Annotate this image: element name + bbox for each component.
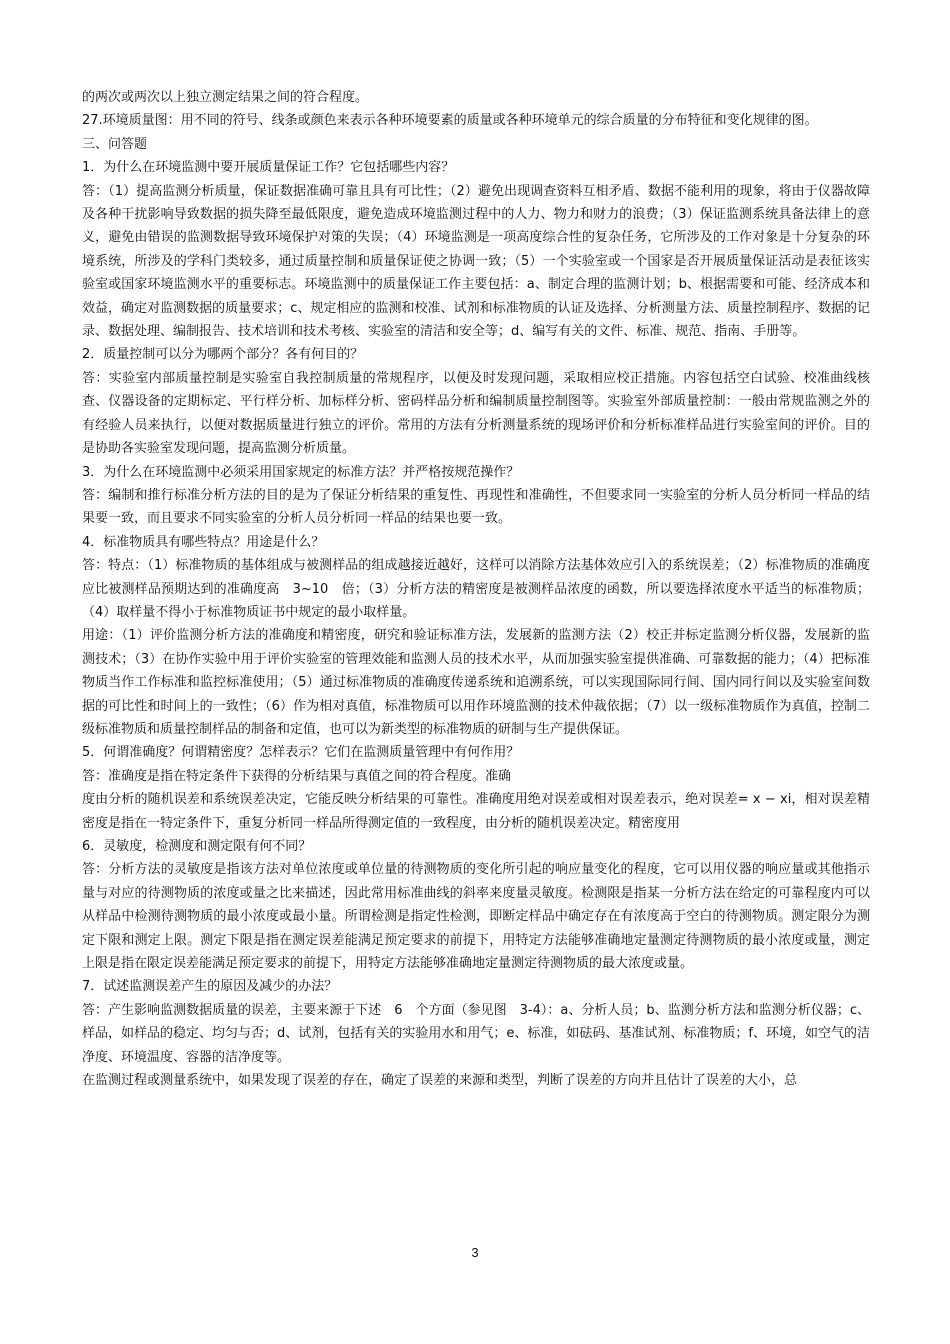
question-2: 2．质量控制可以分为哪两个部分？各有何目的？ [82, 347, 364, 363]
answer-5-part-2: 度由分析的随机误差和系统误差决定，它能反映分析结果的可靠性。准确度用绝对误差或相对误差表示，绝对误差= x − xi，相对误差精密度是指在一特定条件下，重复分析同一样品所得测定值的一致程度，由分析的随机误差决定。精密度用 [82, 792, 870, 831]
text-line: 的两次或两次以上独立测定结果之间的符合程度。 [82, 90, 369, 105]
answer-2: 答：实验室内部质量控制是实验室自我控制质量的常规程序，以便及时发现问题，采取相应校正措施。内容包括空白试验、校准曲线核查、仪器设备的定期标定、平行样分析、加标样分析、密码样品分析和编制质量控制图等。实验室外部质量控制：一般由常规监测之外的有经验人员来执行，以便对数据质量进行独立的评价。常用的方法有分析测量系统的现场评价和分析标准样品进行实验室间的评价。目的是协助各实验室发现问题，提高监测分析质量。 [82, 370, 870, 457]
answer-5-part-1: 答：准确度是指在特定条件下获得的分析结果与真值之间的符合程度。准确 [82, 768, 512, 784]
answer-4-uses: 用途：（1）评价监测分析方法的准确度和精密度，研究和验证标准方法，发展新的监测方法（2）校正并标定监测分析仪器，发展新的监测技术；（3）在协作实验中用于评价实验室的管理效能和监测人员的技术水平，从而加强实验室提供准确、可靠数据的能力；（4）把标准物质当作工作标准和监控标准使用；（5）通过标准物质的准确度传递系统和追溯系统，可以实现国际同行间、国内同行间以及实验室间数据的可比性和时间上的一致性；（6）作为相对真值，标准物质可以用作环境监测的技术仲裁依据；（7）以一级标准物质作为真值，控制二级标准物质和质量控制样品的制备和定值，也可以为新类型的标准物质的研制与生产提供保证。 [82, 628, 870, 737]
answer-3: 答：编制和推行标准分析方法的目的是为了保证分析结果的重复性、再现性和准确性，不但要求同一实验室的分析人员分析同一样品的结果要一致，而且要求不同实验室的分析人员分析同一样品的结果也要一致。 [82, 487, 870, 527]
question-4: 4．标准物质具有哪些特点？用途是什么？ [82, 534, 325, 550]
question-3: 3．为什么在环境监测中必须采用国家规定的标准方法？并严格按规范操作？ [82, 464, 520, 480]
answer-4-features: 答：特点：（1）标准物质的基体组成与被测样品的组成越接近越好，这样可以消除方法基体效应引入的系统误差；（2）标准物质的准确度应比被测样品预期达到的准确度高 3~10 倍；（3）分析方法的精密度是被测样品浓度的函数，所以要选择浓度水平适当的标准物质；（4）取样量不得小于标准物质证书中规定的最小取样量。 [82, 558, 870, 620]
answer-1: 答：（1）提高监测分析质量，保证数据准确可靠且具有可比性；（2）避免出现调查资料互相矛盾、数据不能利用的现象，将由于仪器故障及各种干扰影响导致数据的损失降至最低限度，避免造成环境监测过程中的人力、物力和财力的浪费；（3）保证监测系统具备法律上的意义，避免由错误的监测数据导致环境保护对策的失误；（4）环境监测是一项高度综合性的复杂任务，它所涉及的工作对象是十分复杂的环境系统，所涉及的学科门类较多，通过质量控制和质量保证使之协调一致；（5）一个实验室或一个国家是否开展质量保证活动是表征该实验室或国家环境监测水平的重要标志。环境监测中的质量保证工作主要包括：a、制定合理的监测计划；b、根据需要和可能、经济成本和效益，确定对监测数据的质量要求；c、规定相应的监测和校准、试剂和标准物质的认证及选择、分析测量方法、质量控制程序、数据的记录、数据处理、编制报告、技术培训和技术考核、实验室的清洁和安全等；d、编写有关的文件、标准、规范、指南、手册等。 [82, 183, 870, 340]
page-number: 3 [471, 1245, 479, 1260]
answer-7: 答：产生影响监测数据质量的误差，主要来源于下述 6 个方面（参见图 3-4）：a、分析人员；b、监测分析方法和监测分析仪器；c、样品，如样品的稳定、均匀与否；d、试剂，包括有关的实验用水和用气；e、标准，如砝码、基准试剂、标准物质；f、环境，如空气的洁净度、环境温度、容器的洁净度等。 [82, 1002, 870, 1065]
answer-6: 答：分析方法的灵敏度是指该方法对单位浓度或单位量的待测物质的变化所引起的响应量变化的程度，它可以用仪器的响应量或其他指示量与对应的待测物质的浓度或量之比来描述，因此常用标准曲线的斜率来度量灵敏度。检测限是指某一分析方法在给定的可靠程度内可以从样品中检测待测物质的最小浓度或最小量。所谓检测是指定性检测，即断定样品中确定存在有浓度高于空白的待测物质。测定限分为测定下限和测定上限。测定下限是指在测定误差能满足预定要求的前提下，用特定方法能够准确地定量测定待测物质的最小浓度或量，测定上限是指在限定误差能满足预定要求的前提下，用特定方法能够准确地定量测定待测物质的最大浓度或量。 [82, 862, 870, 972]
question-6: 6．灵敏度，检测度和测定限有何不同？ [82, 839, 312, 854]
question-5: 5．何谓准确度？何谓精密度？怎样表示？它们在监测质量管理中有何作用？ [82, 745, 520, 761]
question-1: 1．为什么在环境监测中要开展质量保证工作？它包括哪些内容？ [82, 160, 455, 176]
section-heading: 三、问答题 [82, 136, 148, 152]
answer-7-continued: 在监测过程或测量系统中，如果发现了误差的存在，确定了误差的来源和类型，判断了误差的方向并且估计了误差的大小，总 [82, 1073, 798, 1089]
question-7: 7．试述监测误差产生的原因及减少的办法？ [82, 979, 338, 995]
term-definition: 27.环境质量图：用不同的符号、线条或颜色来表示各种环境要素的质量或各种环境单元的综合质量的分布特征和变化规律的图。 [82, 113, 818, 129]
document-body [82, 86, 870, 1092]
